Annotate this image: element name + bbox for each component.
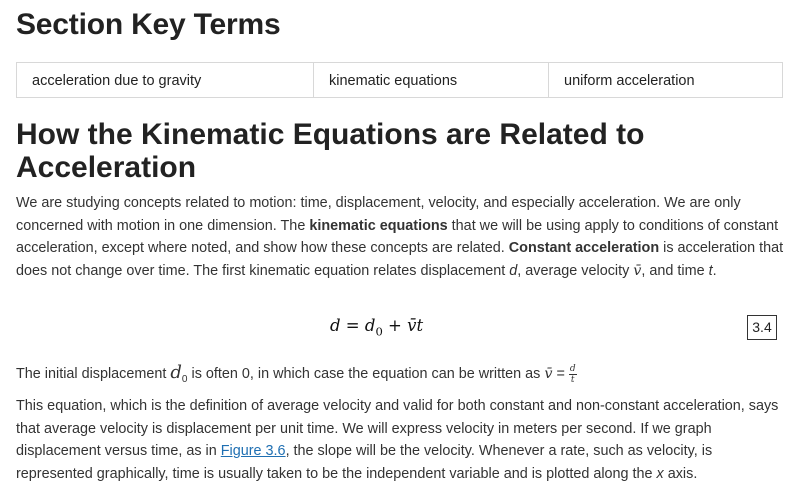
- fraction: $\frac{d}{t}$: [569, 363, 576, 385]
- text: We are studying concepts related to motion: time, displacement, velocity, and especially acceleration. We are only concerned with motion in one dimension. The: [16, 195, 741, 234]
- text: .: [712, 262, 717, 279]
- section-title: Section Key Terms: [16, 8, 281, 41]
- math-var: d: [170, 362, 182, 383]
- math-var: x: [656, 465, 664, 482]
- text: =: [552, 366, 569, 382]
- text: , and time: [641, 262, 709, 279]
- key-term-bold: kinematic equations: [309, 217, 448, 234]
- text: is acceleration that does not change over time. The first kinematic equation relates displacement: [16, 240, 784, 279]
- math-sub: 0: [181, 373, 188, 385]
- text: , average velocity: [517, 262, 634, 279]
- figure-link[interactable]: Figure 3.6: [220, 443, 286, 459]
- text: that we will be using apply to conditions of constant acceleration, except where noted, and show how these concepts are related.: [16, 217, 779, 256]
- key-term: kinematic equations: [314, 63, 549, 97]
- paragraph-initial-displacement: [16, 362, 790, 391]
- key-term: acceleration due to gravity: [17, 63, 314, 97]
- equation-number: 3.4: [747, 315, 777, 340]
- key-term: uniform acceleration: [564, 73, 695, 89]
- text: , the slope will be the velocity. Whenever a rate, such as velocity, is represented graphically, time is usually taken to be the independent variable and is plotted along the: [16, 443, 713, 482]
- text: This equation, which is the definition of average velocity and valid for both constant and non-constant acceleration, says that average velocity is displacement per unit time. We will express velocity in meters per second. If we graph displacement versus time, as in: [16, 398, 779, 459]
- main-heading: How the Kinematic Equations are Related to Acceleration: [16, 118, 645, 184]
- key-terms-table: [16, 62, 783, 98]
- paragraph-average-velocity: [16, 395, 790, 485]
- equation-3-4: $d = d_0$ + v̄t: [330, 316, 424, 339]
- paragraph-intro: [16, 192, 790, 282]
- key-term-bold: Constant acceleration: [508, 240, 660, 256]
- text: is often 0, in which case the equation can be written as: [187, 366, 545, 382]
- math-var: t: [708, 262, 713, 279]
- math-var: d: [509, 262, 518, 279]
- text: The initial displacement: [16, 366, 171, 382]
- text: axis.: [663, 465, 698, 482]
- math-var: v̄: [544, 366, 553, 382]
- math-var: v̄: [633, 262, 642, 279]
